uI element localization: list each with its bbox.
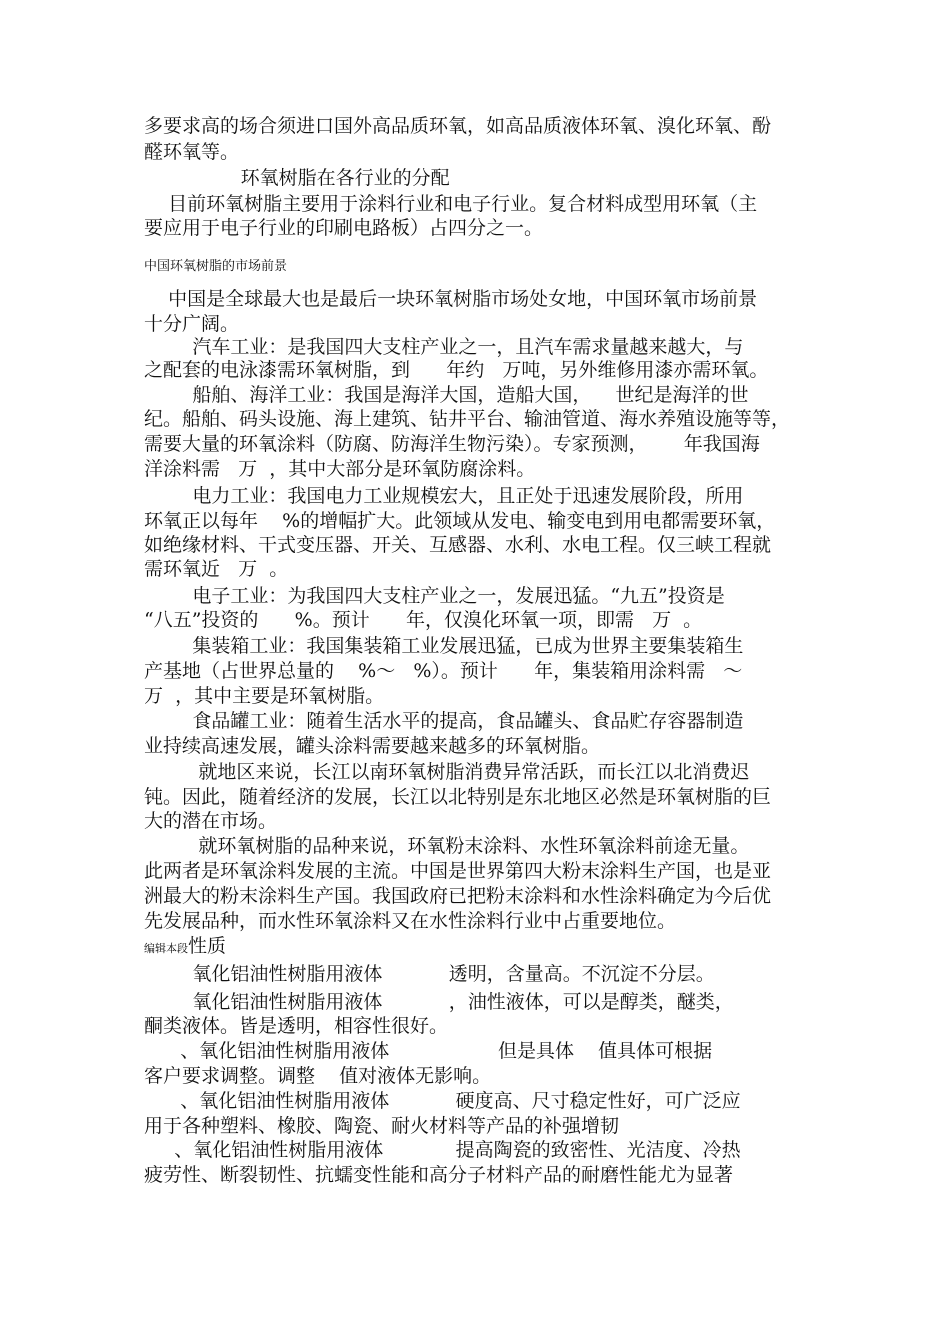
text-line: 电力工业：我国电力工业规模宏大，且正处于迅速发展阶段，所用 xyxy=(144,485,744,507)
text-line: 食品罐工业：随着生活水平的提高，食品罐头、食品贮存容器制造 xyxy=(144,710,744,732)
text-line: 要应用于电子行业的印刷电路板）占四分之一。 xyxy=(144,217,544,239)
text-line: 用于各种塑料、橡胶、陶瓷、耐火材料等产品的补强增韧 xyxy=(144,1115,620,1137)
text-line: 酮类液体。皆是透明，相容性很好。 xyxy=(144,1015,449,1037)
text-line: 、氧化铝油性树脂用液体 提高陶瓷的致密性、光洁度、冷热 xyxy=(144,1139,741,1161)
text-line: 此两者是环氧涂料发展的主流。中国是世界第四大粉末涂料生产国，也是亚 xyxy=(144,860,772,882)
text-line: 氧化铝油性树脂用液体 ，油性液体，可以是醇类，醚类， xyxy=(144,991,734,1013)
text-line: 电子工业：为我国四大支柱产业之一，发展迅猛。“九五”投资是 xyxy=(144,585,725,607)
text-line: 疲劳性、断裂韧性、抗蠕变性能和高分子材料产品的耐磨性能尤为显著 xyxy=(144,1164,734,1186)
text-line: 需环氧近 万 。 xyxy=(144,558,289,580)
text-line: 如绝缘材料、干式变压器、开关、互感器、水利、水电工程。仅三峡工程就 xyxy=(144,534,772,556)
text-line: 多要求高的场合须进口国外高品质环氧，如高品质液体环氧、溴化环氧、酚 xyxy=(144,115,772,137)
text-line: 中国是全球最大也是最后一块环氧树脂市场处女地，中国环氧市场前景 xyxy=(144,288,758,310)
text-line: 先发展品种，而水性环氧涂料又在水性涂料行业中占重要地位。 xyxy=(144,910,677,932)
edit-section-link[interactable]: 编辑本段 xyxy=(144,942,188,955)
text-line: 氧化铝油性树脂用液体 透明，含量高。不沉淀不分层。 xyxy=(144,963,715,985)
text-line: 产基地（占世界总量的 %～ %）。预计 年，集装箱用涂料需 ～ xyxy=(144,660,743,682)
text-line: 洋涂料需 万 ，其中大部分是环氧防腐涂料。 xyxy=(144,458,536,480)
text-line: 环氧正以每年 %的增幅扩大。此领域从发电、输变电到用电都需要环氧， xyxy=(144,510,776,532)
text-line: “八五”投资的 %。预计 年，仅溴化环氧一项，即需 万 。 xyxy=(144,609,703,631)
text-line: 就地区来说，长江以南环氧树脂消费异常活跃，而长江以北消费迟 xyxy=(144,761,750,783)
section-heading: 环氧树脂在各行业的分配 xyxy=(144,167,450,189)
text-line: 、氧化铝油性树脂用液体 但是具体 值具体可根据 xyxy=(144,1040,713,1062)
text-line: 醛环氧等。 xyxy=(144,141,240,163)
text-line: 钝。因此，随着经济的发展，长江以北特别是东北地区必然是环氧树脂的巨 xyxy=(144,786,772,808)
text-line: 大的潜在市场。 xyxy=(144,810,278,832)
text-line: 就环氧树脂的品种来说，环氧粉末涂料、水性环氧涂料前途无量。 xyxy=(144,835,750,857)
text-line: 十分广阔。 xyxy=(144,313,240,335)
text-line: 、氧化铝油性树脂用液体 硬度高、尺寸稳定性好，可广泛应 xyxy=(144,1090,741,1112)
text-line: 客户要求调整。调整 值对液体无影响。 xyxy=(144,1065,492,1087)
text-line: 业持续高速发展，罐头涂料需要越来越多的环氧树脂。 xyxy=(144,735,601,757)
text-line: 万 ，其中主要是环氧树脂。 xyxy=(144,685,385,707)
text-line: 需要大量的环氧涂料（防腐、防海洋生物污染）。专家预测， 年我国海 xyxy=(144,433,760,455)
text-line: 洲最大的粉末涂料生产国。我国政府已把粉末涂料和水性涂料确定为今后优 xyxy=(144,885,772,907)
text-line: 集装箱工业：我国集装箱工业发展迅猛，已成为世界主要集装箱生 xyxy=(144,635,744,657)
section-header xyxy=(144,934,226,961)
text-line: 船舶、海洋工业：我国是海洋大国，造船大国， 世纪是海洋的世 xyxy=(144,384,749,406)
section-title: 性质 xyxy=(188,935,227,957)
text-line: 之配套的电泳漆需环氧树脂，到 年约 万吨，另外维修用漆亦需环氧。 xyxy=(144,359,769,381)
subheading: 中国环氧树脂的市场前景 xyxy=(144,259,288,274)
text-line: 目前环氧树脂主要用于涂料行业和电子行业。复合材料成型用环氧（主 xyxy=(144,193,758,215)
text-line: 汽车工业：是我国四大支柱产业之一，且汽车需求量越来越大，与 xyxy=(144,336,744,358)
text-line: 纪。船舶、码头设施、海上建筑、钻井平台、输油管道、海水养殖设施等等， xyxy=(144,408,791,430)
